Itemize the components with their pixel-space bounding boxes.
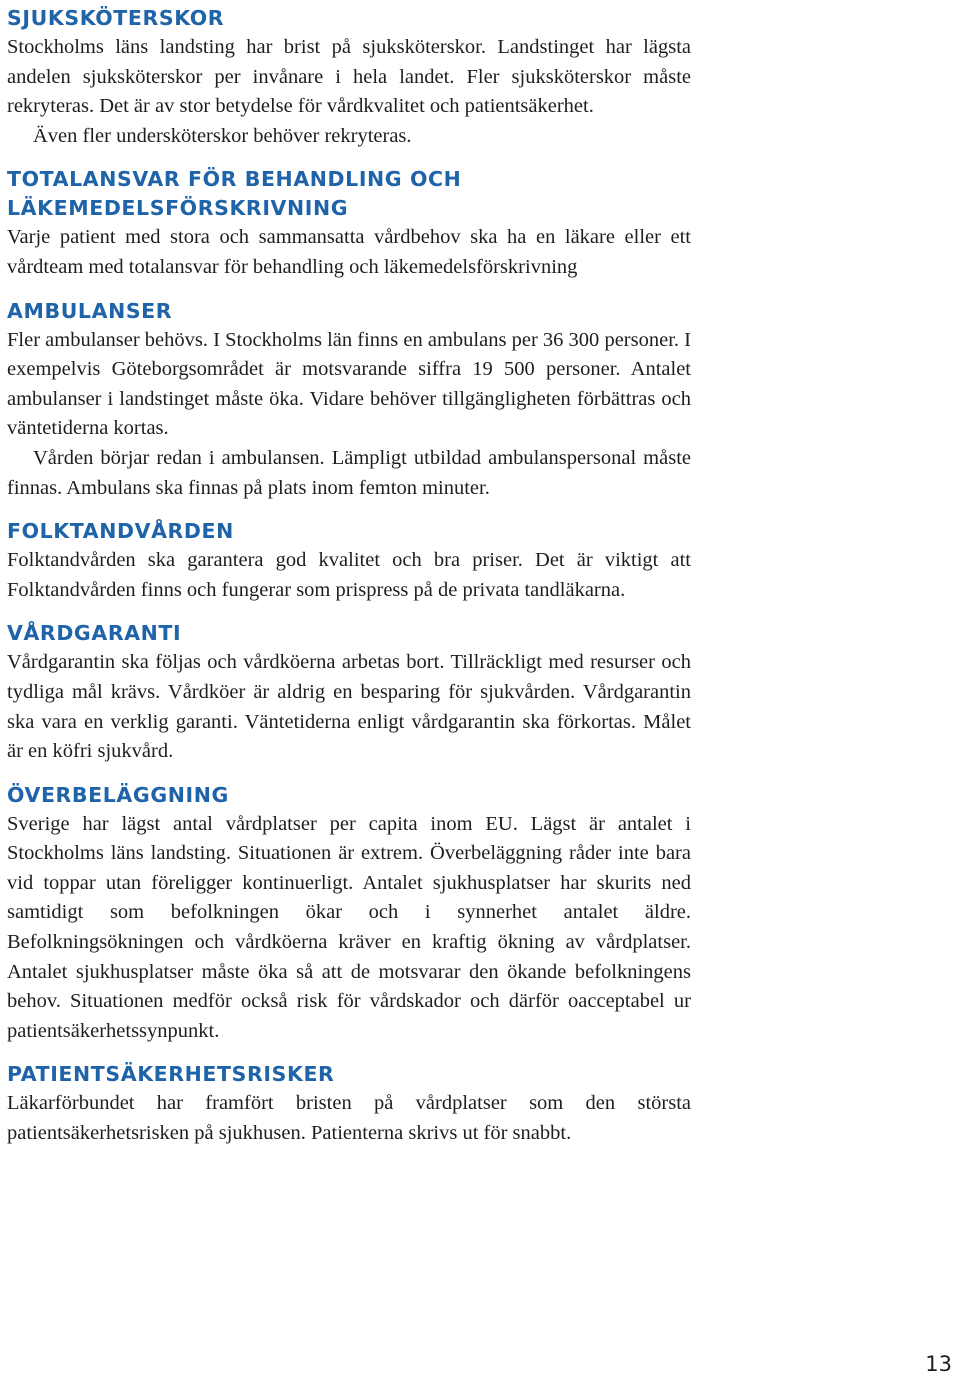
section-folktandvarden <box>7 517 691 605</box>
section-vardgaranti <box>7 619 691 766</box>
section-heading: FOLKTANDVÅRDEN <box>7 519 234 544</box>
section-paragraph: Läkarförbundet har framfört bristen på vårdplatser som den största patientsäkerhetsrisken på sjukhusen. Patienterna skrivs ut för snabbt. <box>7 1092 691 1145</box>
section-paragraph: Stockholms läns landsting har brist på sjuksköterskor. Landstinget har lägsta andelen sjuksköterskor per invånare i hela landet. Fler sjuksköterskor måste rekryteras. Det är av stor betydelse för vårdkvalitet och patientsäkerhet. <box>7 36 691 118</box>
section-patientsakerhetsrisker <box>7 1060 691 1148</box>
section-paragraph: Sverige har lägst antal vårdplatser per capita inom EU. Lägst är antalet i Stockholms läns landsting. Situationen är extrem. Överbeläggning råder inte bara vid toppar utan föreligger kontinuerligt. Antalet sjukhusplatser har skurits ned samtidigt som befolkningen ökar och i synnerhet antalet äldre. Befolkningsökningen och vårdköerna kräver en kraftig ökning av vårdplatser. Antalet sjukhusplatser måste öka så att de motsvarar den ökande befolkningens behov. Situationen medför också risk för vårdskador och därför oacceptabel ur patientsäkerhetssynpunkt. <box>7 812 691 1042</box>
section-heading: VÅRDGARANTI <box>7 621 182 646</box>
section-heading: PATIENTSÄKERHETSRISKER <box>7 1062 335 1087</box>
section-ambulanser <box>7 297 691 504</box>
section-heading: TOTALANSVAR FÖR BEHANDLING OCH LÄKEMEDELSFÖRSKRIVNING <box>7 167 462 221</box>
section-paragraph: Vårdgarantin ska följas och vårdköerna arbetas bort. Tillräckligt med resurser och tydliga mål krävs. Vårdköer är aldrig en besparing för sjukvården. Vårdgarantin ska vara en verklig garanti. Väntetiderna enligt vårdgarantin ska förkortas. Målet är en köfri sjukvård. <box>7 651 691 763</box>
section-paragraph: Även fler undersköterskor behöver rekryteras. <box>33 124 412 147</box>
section-paragraph: Vården börjar redan i ambulansen. Lämpligt utbildad ambulanspersonal måste finnas. Ambulans ska finnas på plats inom femton minuter. <box>7 446 691 499</box>
section-paragraph: Folktandvården ska garantera god kvalitet och bra priser. Det är viktigt att Folktandvården finns och fungerar som prispress på de privata tandläkarna. <box>7 549 691 601</box>
document-page <box>7 4 691 1149</box>
section-overbelaggning <box>7 781 691 1047</box>
section-paragraph: Fler ambulanser behövs. I Stockholms län finns en ambulans per 36 300 personer. I exempelvis Göteborgsområdet är motsvarande siffra 19 500 personer. Antalet ambulanser i landstinget måste öka. Vidare behöver tillgängligheten förbättras och väntetiderna kortas. <box>7 328 691 440</box>
section-heading: AMBULANSER <box>7 298 173 323</box>
section-heading: SJUKSKÖTERSKOR <box>7 6 225 30</box>
page-number: 13 <box>925 1352 952 1376</box>
section-totalansvar <box>7 165 691 282</box>
section-paragraph: Varje patient med stora och sammansatta vårdbehov ska ha en läkare eller ett vårdteam med totalansvar för behandling och läkemedelsförskrivning <box>7 226 691 278</box>
section-heading: ÖVERBELÄGGNING <box>7 782 229 807</box>
section-sjukskoterskor <box>7 4 691 151</box>
